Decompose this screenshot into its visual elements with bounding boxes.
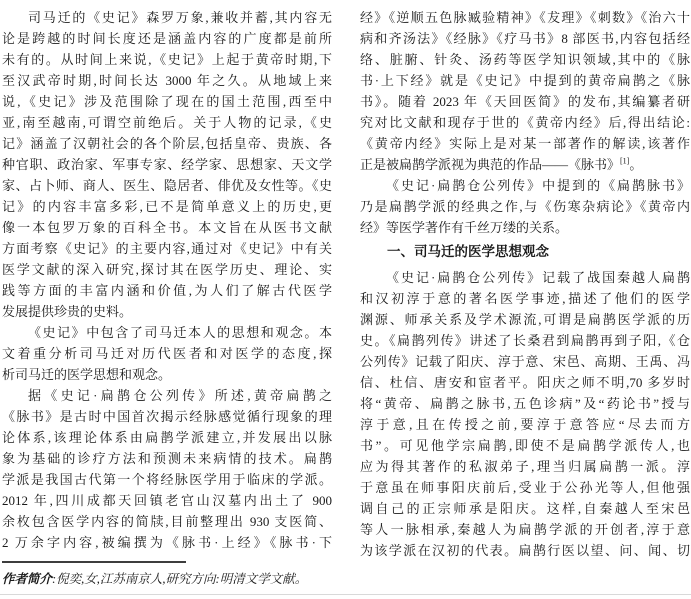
text-line: 说,《史记》涉及范围除了现在的国土范围,西至中 (2, 94, 332, 109)
text-line: 信、杜信、唐安和宦者平。阳庆之师不明,70 多岁时 (360, 375, 690, 390)
text-line: 渊源、师承关系及学术源流,可谓是扁鹊医学派的历 (360, 312, 690, 327)
text-line: 应为得其著作的私淑弟子,理当归属扁鹊一派。淳 (360, 459, 690, 474)
text-line: 发展提供珍贵的史料。 (2, 304, 133, 319)
text-line: 将“黄帝、扁鹊之脉书,五色诊病”及“药论书”授与 (360, 396, 690, 411)
text-line: 文着重分析司马迁对历代医者和对医学的态度,探 (2, 346, 332, 361)
text-line: 未有的。从时间上来说,《史记》上起于黄帝时期,下 (2, 52, 332, 67)
author-bio-label: 作者简介 (2, 572, 53, 586)
text-line: 史。《扁鹊列传》讲述了长桑君到扁鹊再到子阳,《仓 (360, 333, 690, 348)
text-line: 析司马迁的医学思想和观念。 (2, 367, 172, 382)
section-heading: 一、司马迁的医学思想观念 (387, 244, 549, 259)
text-line: 象为基础的诊疗方法和预测未来病情的技术。扁鹊 (2, 451, 332, 466)
text-line: 《史记·扁鹊仓公列传》记载了战国秦越人扁鹊 (386, 270, 690, 285)
text-line: 论体系,该理论体系由扁鹊学派建立,并发展出以脉 (2, 430, 332, 445)
text-column-right (360, 7, 690, 561)
text-segment: 。 (629, 157, 643, 172)
text-segment: 正是被扁鹊学派视为典范的作品——《脉书》 (360, 157, 621, 172)
text-line: 据《史记·扁鹊仓公列传》所述,黄帝扁鹊之 (28, 388, 332, 403)
text-line: 《史记·扁鹊仓公列传》中提到的《扁鹊脉书》 (386, 178, 690, 193)
text-line: 和汉初淳于意的著名医学事迹,描述了他们的医学 (360, 291, 690, 306)
text-line: 司马迁的《史记》森罗万象,兼收并蓄,其内容无 (28, 10, 332, 25)
footnote (2, 561, 347, 587)
text-line: 记》涵盖了汉朝社会的各个阶层,包括皇帝、贵族、各 (2, 136, 332, 151)
page-bottom-edge (0, 594, 691, 595)
text-line: 学派是我国古代第一个将经脉医学用于临床的学派。 (2, 472, 332, 487)
text-line: 经》《逆顺五色脉臧验精神》《犮理》《刺数》《治六十 (360, 10, 690, 25)
text-line: 于意虽在师事阳庆前后,受业于公孙光等人,但他强 (360, 480, 690, 495)
text-line: 淳于意,且在传授之前,要淳于意答应“尽去而方 (360, 417, 690, 432)
author-bio-text: :倪奕,女,江苏南京人,研究方向:明清文学文献。 (52, 572, 308, 586)
text-line: 论是跨越的时间长度还是涵盖内容的广度都是前所 (2, 31, 332, 46)
text-line: 2 万余字内容,被编撰为《脉书·上经》《脉书·下 (2, 535, 332, 550)
text-line (360, 154, 690, 175)
text-line: 书》。随着 2023 年《天回医简》的发布,其编纂者研 (360, 94, 690, 109)
text-line: 公列传》记载了阳庆、淳于意、宋邑、高期、王禹、冯 (360, 354, 690, 369)
text-line: 记》的内容丰富多彩,已不是简单意义上的历史,更 (2, 199, 332, 214)
text-line: 《脉书》是古时中国首次揭示经脉感觉循行现象的理 (2, 409, 332, 424)
text-line: 亚,南至越南,可谓空前绝后。关于人物的记录,《史 (2, 115, 332, 130)
text-line: 调自己的正宗师承是阳庆。这样,自秦越人至宋邑 (360, 501, 690, 516)
text-line: 践等方面的丰富内涵和价值,为人们了解古代医学 (2, 283, 332, 298)
text-line: 医学文献的深入研究,探讨其在医学历史、理论、实 (2, 262, 332, 277)
text-line: 至汉武帝时期,时间长达 3000 年之久。从地域上来 (2, 73, 332, 88)
text-line: 乃是扁鹊学派的经典之作,与《伤寒杂病论》《黄帝内 (360, 199, 690, 214)
text-line: 像一本包罗万象的百科全书。本文旨在从医书文献 (2, 220, 332, 235)
text-line: 2012 年,四川成都天回镇老官山汉墓内出土了 900 (2, 493, 332, 508)
text-line: 书·上下经》就是《史记》中提到的黄帝扁鹊之《脉 (360, 73, 690, 88)
text-line: 病和齐汤法》《经脉》《疗马书》8 部医书,内容包括经 (360, 31, 690, 46)
text-line: 余枚包含医学内容的简牍,目前整理出 930 支医简、 (2, 514, 332, 529)
text-line: 书”。可见他学宗扁鹊,即使不是扁鹊学派传人,也 (360, 438, 690, 453)
text-line: 络、脏腑、针灸、汤药等医学知识领域,其中的《脉 (360, 52, 690, 67)
text-line: 家、占卜师、商人、医生、隐居者、俳优及女性等。《史 (2, 178, 332, 193)
text-line: 《史记》中包含了司马迁本人的思想和观念。本 (28, 325, 332, 340)
text-line: 方面考察《史记》的主要内容,通过对《史记》中有关 (2, 241, 332, 256)
text-line: 《黄帝内经》实际上是对某一部著作的解读,该著作 (360, 136, 690, 151)
text-line: 等人一脉相承,秦越人为扁鹊学派的开创者,淳于意 (360, 522, 690, 537)
text-line: 为该学派在汉初的代表。扁鹊行医以望、问、闻、切 (360, 543, 690, 558)
citation-ref: [1] (620, 156, 630, 166)
footnote-divider (2, 561, 186, 563)
text-column-left (2, 7, 332, 553)
text-line: 经》等医学著作有千丝万缕的关系。 (360, 220, 569, 235)
text-line: 种官职、政治家、军事专家、经学家、思想家、天文学 (2, 157, 332, 172)
author-bio (2, 571, 347, 587)
text-line: 究对比文献和现存于世的《黄帝内经》后,得出结论: (360, 115, 690, 130)
